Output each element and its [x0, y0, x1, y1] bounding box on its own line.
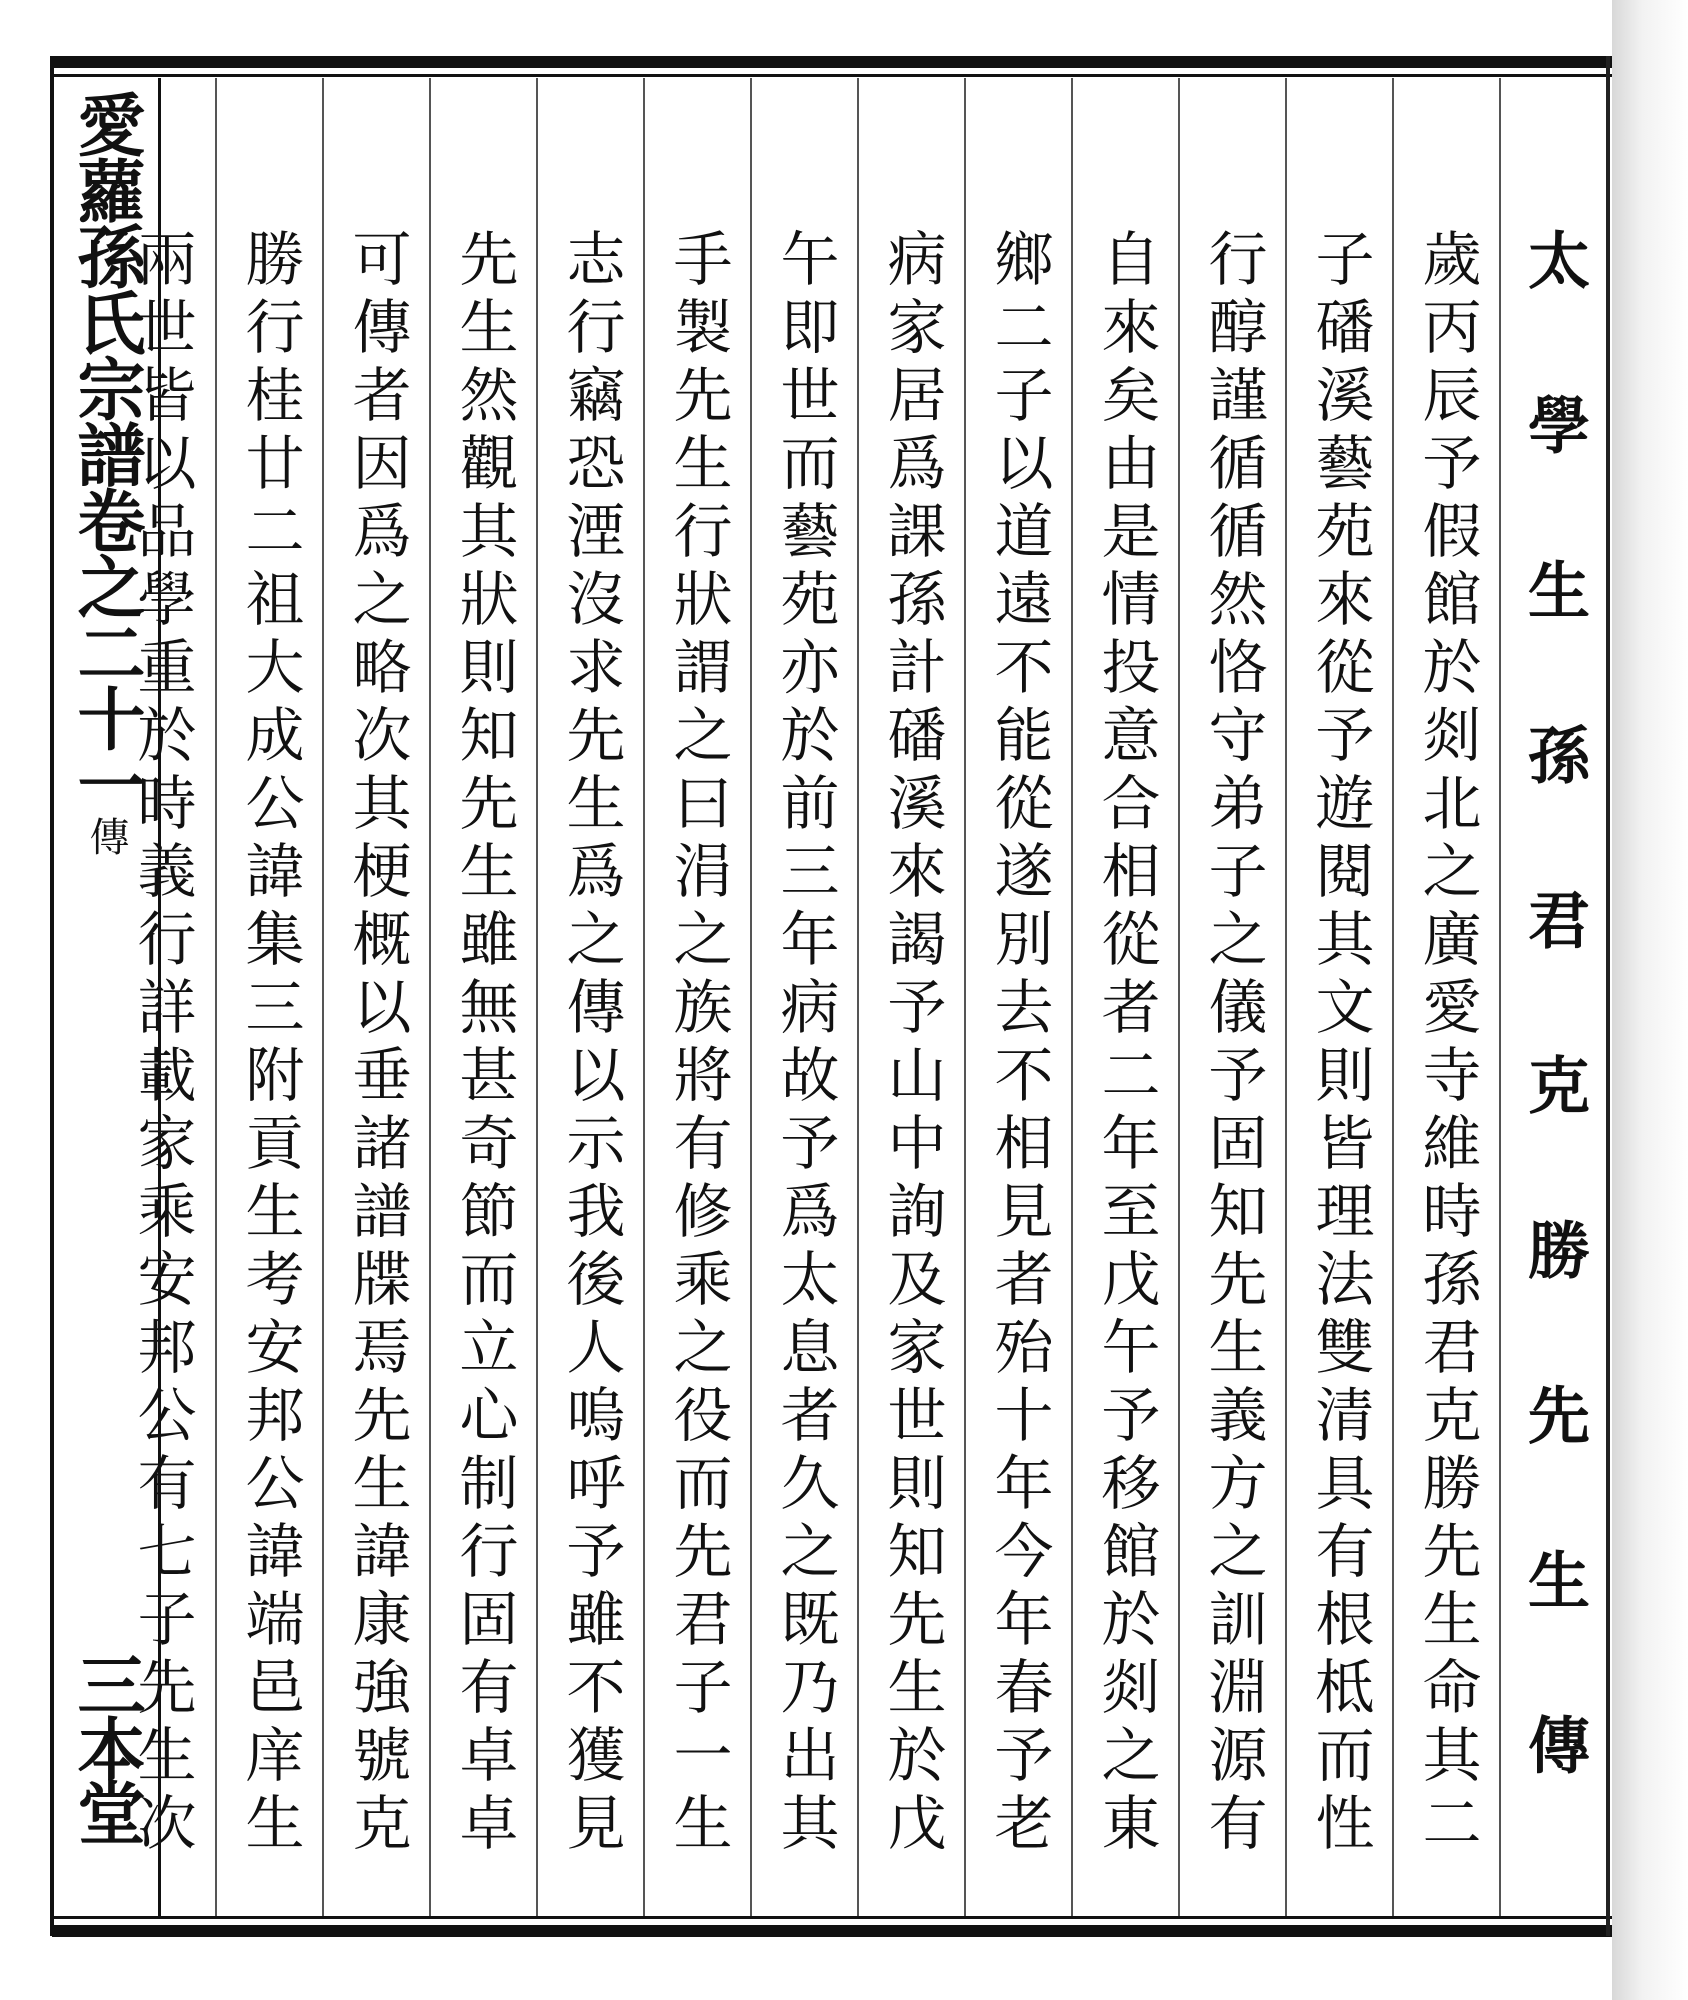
text-column — [1285, 78, 1392, 1916]
text-columns — [127, 78, 1606, 1916]
text-column — [643, 78, 750, 1916]
text-column — [857, 78, 964, 1916]
top-border-thick — [52, 56, 1612, 68]
column-text: 午即世而藝苑亦於前三年病故予爲太息者久之既乃出其 — [770, 228, 840, 1860]
text-column — [429, 78, 536, 1916]
text-column — [536, 78, 643, 1916]
text-column — [1178, 78, 1285, 1916]
text-column — [322, 78, 429, 1916]
top-border-thin — [52, 74, 1612, 77]
text-column — [1071, 78, 1178, 1916]
column-text: 行醇謹循循然恪守弟子之儀予固知先生義方之訓淵源有 — [1198, 228, 1268, 1860]
bottom-border-thin — [52, 1916, 1612, 1919]
biography-title: 太學生孫君克勝先生傳 — [1517, 228, 1591, 1878]
text-column — [1392, 78, 1499, 1916]
column-text: 手製先生行狀謂之曰涓之族將有修乘之役而先君子一生 — [663, 228, 733, 1860]
column-text: 歲丙辰予假館於剡北之廣愛寺維時孫君克勝先生命其二 — [1412, 228, 1482, 1860]
column-text: 自來矣由是情投意合相從者二年至戊午予移館於剡之東 — [1091, 228, 1161, 1860]
column-text: 鄉二子以道遠不能從遂別去不相見者殆十年今年春予老 — [984, 228, 1054, 1860]
text-column — [215, 78, 322, 1916]
column-text: 可傳者因爲之略次其梗概以垂諸譜牒焉先生諱康強號克 — [342, 228, 412, 1860]
text-column — [108, 78, 215, 1916]
margin-volume: 卷之二十一 — [66, 486, 146, 816]
column-text: 病家居爲課孫計磻溪來謁予山中詢及家世則知先生於戊 — [877, 228, 947, 1860]
text-column-title — [1499, 78, 1606, 1916]
margin-hall-name: 三本堂 — [66, 1650, 146, 1842]
margin-section: 傳 — [83, 816, 129, 854]
column-text: 子磻溪藝苑來從予遊閱其文則皆理法雙清具有根柢而性 — [1305, 228, 1375, 1860]
text-column — [750, 78, 857, 1916]
column-text: 先生然觀其狀則知先生雖無甚奇節而立心制行固有卓卓 — [449, 228, 519, 1860]
column-text: 志行竊恐湮沒求先生爲之傳以示我後人嗚呼予雖不獲見 — [556, 228, 626, 1860]
bottom-border-thick — [52, 1925, 1612, 1937]
column-text: 勝行桂廿二祖大成公諱集三附貢生考安邦公諱端邑庠生 — [235, 228, 305, 1860]
scan-edge-shading — [1612, 0, 1688, 2000]
right-border — [1606, 56, 1610, 1936]
margin-book-title: 愛蘿孫氏宗譜 — [66, 90, 146, 486]
column-text: 兩世皆以品學重於時義行詳載家乘安邦公有七子先生次 — [127, 228, 197, 1860]
text-column — [964, 78, 1071, 1916]
